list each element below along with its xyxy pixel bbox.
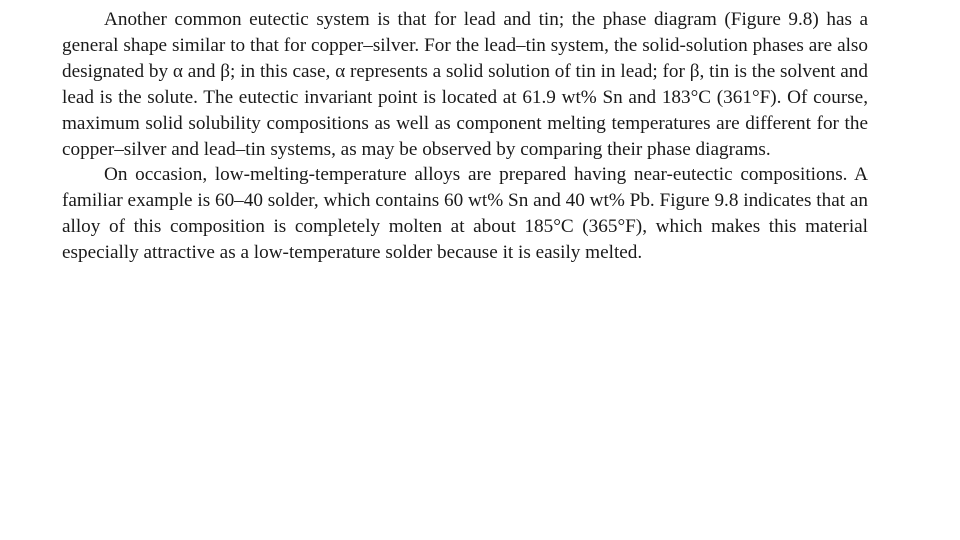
paragraph-text: On occasion, low-melting-temperature alloys are prepared having near-eutectic compositions. A familiar example is 60–40 solder, which contains 60 wt% Sn and 40 wt% Pb. Figure 9.8 indicates that an alloy of this composition is completely molten at about 185°C (365°F), which makes this material especially attractive as a low-temperature solder because it is easily melted.: [62, 164, 868, 264]
body-text: [62, 7, 868, 266]
paragraph-eutectic-lead-tin: [62, 7, 868, 162]
paragraph-solder-alloys: [62, 162, 868, 266]
paragraph-text: Another common eutectic system is that for lead and tin; the phase diagram (Figure 9.8) has a general shape similar to that for copper–silver. For the lead–tin system, the solid-solution phases are also designated by α and β; in this case, α represents a solid solution of tin in lead; for β, tin is the solvent and lead is the solute. The eutectic invariant point is located at 61.9 wt% Sn and 183°C (361°F). Of course, maximum solid solubility compositions as well as component melting temperatures are different for the copper–silver and lead–tin systems, as may be observed by comparing their phase diagrams.: [62, 9, 868, 160]
